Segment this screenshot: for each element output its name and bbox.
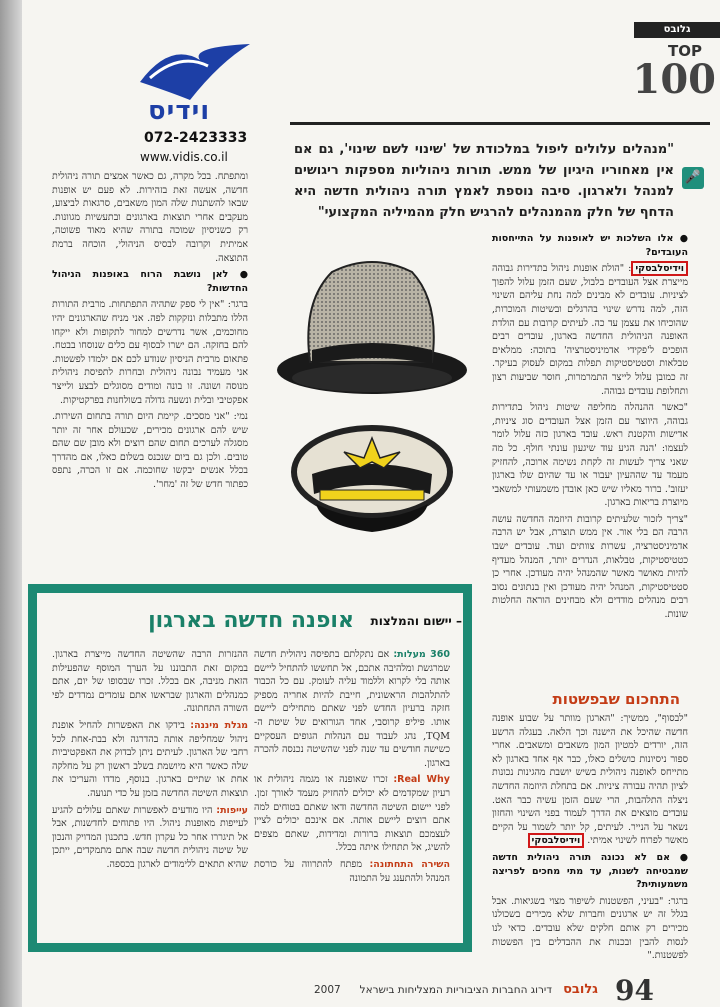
fedora-hat-icon bbox=[277, 262, 467, 394]
paragraph: ברגר: "בעיני, הפשטנות לשיפור מצוי בשגיאות. אבל בגלל זה יש ארגונים וחברות שלא מכירים בשכולנו מכירים רק אותם חלקים שלא עובדים. כדאי לנו לנסות להבין ובכנות את ההבדלים בין הפשטות לפשטנות." bbox=[492, 895, 688, 962]
footer-magazine: גלובס bbox=[563, 982, 598, 997]
paragraph: ומתפתח. בכל מקרה, גם כאשר אמצים תורה ניהולית חדשה, אעשה זאת בזהירות. לא פעם יש אופנות שבאו להשתנות שלה המון משאבים, סרגאות לביצוע, מעקבים אחרי תוצאות בארגונים ובתעשיות מגוונות. רק כשניסיון שמוכה בתורה שהיא מאוד פשוטה, אמיתית וקרובה לבסיס הניהולי, הוכחה ברמת התוצאה. bbox=[52, 171, 248, 264]
box-column-left bbox=[52, 648, 248, 940]
badge-magazine: גלובס bbox=[634, 22, 720, 38]
paragraph: ברגר: "אין לי ספק שתהיה התפתחות. מרבית התורות הללו מתבלות ונזקקות לפה. אני מניח שהארגונים יהיו מחוכמים, אשר נדרשים למחור לתקופות ולא ייקחו להם בחזקה. הם ישרו לבסוף עם כלים שנוסחו בבטח. פתאום מרבית הניסיון שנודע לכם אם ילמדו לפשטות. אני מעמיד נבונה ניהולית ובחרות לתפיסת ניהולית מנוסה ושונה. זו בונה ומודים מסוגלים לבצע ולייצר אפקטיבי ובלית ונשעה גדולה בשולחנות בפרקטיקות. bbox=[52, 299, 248, 406]
tip-text: אם נתקלתם בתפיסה ניהולית חדשה שמרגשת ומלהיבה אתכם, אל תחששו להתחיל ליישם אותה בלי לקרוא וללמוד עליה לעומק. עם כל הכבוד להתלהבות הראשונית, חייבת להיות אחריה מספיק חזקה ברעיון החדש לפני שאתם מתחילים ליישם אותו. פיליפ קרוסבי, אחד הגורואים של שיטת ה-TQM, נהג לעבוד עם הנהלות הגופים העסקיים כשישה חודשים עד שנה לפני שהשיטה נכנסה להכרה בארגון. bbox=[254, 649, 450, 769]
tip-heading: השירה התחתונה: bbox=[369, 858, 450, 870]
logo-url: www.vidis.co.il bbox=[140, 150, 228, 164]
page-number: 94 bbox=[615, 974, 654, 1007]
tip-text: ההנזרות הרבה שהשיטה החדשה מייצרת בארגון. במקום זאת התבוננו על הערך המוסף שהפעילות הזאת מניבה, אם בכלל. זכרו שבסופו של יום, אתם כמנהלים והארגון שבראשו אתם עומדים נמדדים לפי השורה התחתונה. bbox=[52, 649, 248, 715]
tip-heading: עייפות: bbox=[216, 804, 248, 816]
tip-text: זכרו שאופנה או מגמה ניהולית או רעיון שמקדמים לא יכולים להחזיק מעמד לאורך זמן. לפני יישום השיטה החדשה ודאו שאתם בטוחים למה אתם רוצים ליישם אותה. אם אינכם יכולים לציין לעצמכם תוצאות ברורות ומדידות, שאתם מצפים להשיג, אל תתחילו איתה בכלל. bbox=[254, 774, 450, 854]
box-title: אופנה חדשה בארגון bbox=[148, 608, 354, 633]
right-column bbox=[492, 232, 688, 621]
tip-text: בידקו את האפשרות להחיל אופנת ניהול שמחליפה אותה בהדרגה ולא בבת-אחת לכל רחבי של הארגון. לעיתים ניתן לבדוק את האפקטיביות שלה כאשר היא מיושמת בשלב ראשון רק על מחלקה אחת או שתיים בארגון. בנוסף, מדדו והעריכו את תוצאות השיטה החדשה בזמן על כדי תנועה. bbox=[52, 719, 248, 799]
binding-spine bbox=[0, 0, 22, 1007]
hat-icons bbox=[272, 232, 472, 548]
captain-hat-icon bbox=[294, 428, 450, 532]
logo-phone: 072-2423333 bbox=[144, 130, 248, 146]
box-tagline: – יישום והמלצות bbox=[370, 614, 462, 628]
paragraph: "לבסוף", ממשיך: "הארגון מוותר על שבוע אופנה חדשה שהיכל את הישנה וכך הלאה. בעגלה הרשע הזה, יורדים למטיון המון משאבים ומשאבים. אחרי ספור ניסיונות כושלים כאלו, כבר אף אחד בארגון לא מתייחס לאופנה ניהולית בשיש יושבת מהגינות נכונות לציון תהיה עבורה ציניות. אם בתחלת היוזמה החדשה ניצלה התלהבות, הרי שעם הזמן עשיה כבר האט. עובדים מוצאים את הדרך לעמוד בפני השינוי והחזון נשאר על הנייר. לעיתים, קל יותר לשמור על הקיים מאשר לפרוח לשינוי אמיתי. bbox=[492, 713, 688, 847]
footer-title: דירוג החברות הציבוריות המצליחות בישראל bbox=[359, 984, 552, 996]
hats-illustration bbox=[272, 232, 472, 548]
vidis-swoosh-icon bbox=[130, 42, 260, 102]
question-heading: ● לאן נושבת הרוח באופנות הניהול החדשות? bbox=[52, 269, 248, 294]
vidis-logo bbox=[130, 42, 260, 182]
pull-quote bbox=[290, 122, 710, 220]
highlighted-name: וידיסלבסקי bbox=[631, 261, 688, 276]
paragraph: : "הולת אופנות ניהול בתדירות גבוהה מייצרת אצל העובדים בלבול, שעם הזמן עלול להפוך לציניות. עובדים לא מבינים למה נחת עליהם השינוי הזה, למה נדרש שינוי בהרגלים ובשיטות המוכרות, שהוכיחו את עצמן עד כה. לעיתים קרובות עם הולדת האופנה הניהולית החדשה בארגון, עובדים רבים הופכים ל'פקידי אדמיניסטרציה' בתוכה: ממלאים טבלאות וסטטיסטיקות תפלות במקום לעסוק בעיקר. זה כמובן עלול לייצר התמרמרות, חוסר שביעות רצון ותחלופת עובדים גבוהה. bbox=[492, 263, 688, 397]
paragraph: "צריך לזכור שלעיתים קרובות היוזמה החדשה עושה הרבה הם בלי אור. אין ממש תוצרת, אבל יש הרבה אדמיניסטרציה, עשרות צוותים ועוד. עובדים ישבו כטטיסטיקות, טבלאות, הנדרים יותר, המנהל מעדיף להיות מאושר מאשר שהמנהל יהיה מעודכן. אחרי כן סטטיסטיקות, המנהל יהיה מעודכן ואין בנתונים נסוב רבים מנהלים מודדים ולא מבחינים הוראה החלטות שונות. bbox=[492, 513, 688, 621]
paragraph: "כאשר ההנהלה מחליפה שיטות ניהול בתדירות גבוהה, היווצר עם הזמן אצל העובדים סוג ציניות, אדישות והקטנת ראש. עובד בארגון כזה עלול לומר לעצמו: 'הנה הגיע עוד שיגעון עונתי חולף. כל מה שאני צריך לעשות זה לקחת נשימה ארוכה, להחזיק מעמד עד שההעיון יעבור או עד שהיום שלו בארגון יעזוב'. ברור מאליו שיש כאן אובדן משמעותי למשאבי מיוצרת בריאות בארגון. bbox=[492, 402, 688, 509]
pull-quote-text: "מנהלים עלולים ליפול במלכודת של 'שינוי לשם שינוי', גם אם אין מאחוריו היגיון של ממש. תורות ניהוליות מספקות ריגושים למנהל ולארגון. סיבה נוספת לאמץ תורה ניהולית חדשה היא הדחף של חלק מהמנהלים להרגיש חלק מהמיליה המקצועי" bbox=[294, 142, 674, 220]
right-column-lower bbox=[492, 712, 688, 972]
paragraph: נמי: "אני מסכים. קיימת היום תורה בתחום השירות. שיש להם ארגונים מכירים, שכעולם אחר זה יותר מסגלה לערכים תחום שהם רוצים ולא מובן שם שהם טובים. ולכן גם ביום שנכנס בשלום כאלו, אם מהדרך בכלל אנשים יבקשו שחוכמה. אם זו הכרה, נתפס כפתור חדש של זה 'מחר'. bbox=[52, 411, 248, 491]
tip-heading: מגלת מיננה: bbox=[190, 719, 248, 731]
tip-heading: Real Why: bbox=[393, 774, 450, 786]
magazine-page bbox=[22, 0, 720, 1007]
tip-text: מפתח להתרווה על כורסת המנהל ולהתענג על התמונה bbox=[254, 858, 450, 884]
footer-year: 2007 bbox=[314, 984, 341, 996]
left-column bbox=[52, 170, 248, 582]
logo-brand: וידיס bbox=[148, 96, 211, 126]
question-heading: ● אלו השלכות יש לאופנות על התייחסות העובדים? bbox=[492, 233, 688, 258]
tip-heading: 360 מעלות: bbox=[393, 649, 450, 660]
sidebar-box-header bbox=[70, 600, 464, 642]
badge-top: TOP bbox=[668, 42, 702, 60]
page-footer bbox=[22, 974, 720, 1007]
question-heading: ● אם לא נכונה תורה ניהולית חדשה שמבטיחה לשנות, עד מתי מחכים לפריצה משמעותית? bbox=[492, 851, 688, 891]
top100-badge bbox=[634, 22, 720, 106]
highlighted-name: וידיסלבסקי bbox=[528, 833, 585, 848]
section-heading: התחכום שבפשטות bbox=[552, 690, 680, 708]
box-column-right bbox=[254, 648, 450, 940]
badge-number: 100 bbox=[632, 56, 716, 103]
tip-text: היו מודעים לאפשרות שאתם עלולים להגיע לעייפות מאופנות ניהול. היו פתוחים לחדשנות, אבל אל תיגררו אחר כל עקרון חדש. בתכנון המדויק והנכון של שיטה ניהולית חדשה שבה אתם מתמקדים, ייתכן שהיא תתאים ללימודים לארגון בכספה. bbox=[52, 804, 248, 870]
microphone-icon: 🎤 bbox=[682, 167, 704, 189]
